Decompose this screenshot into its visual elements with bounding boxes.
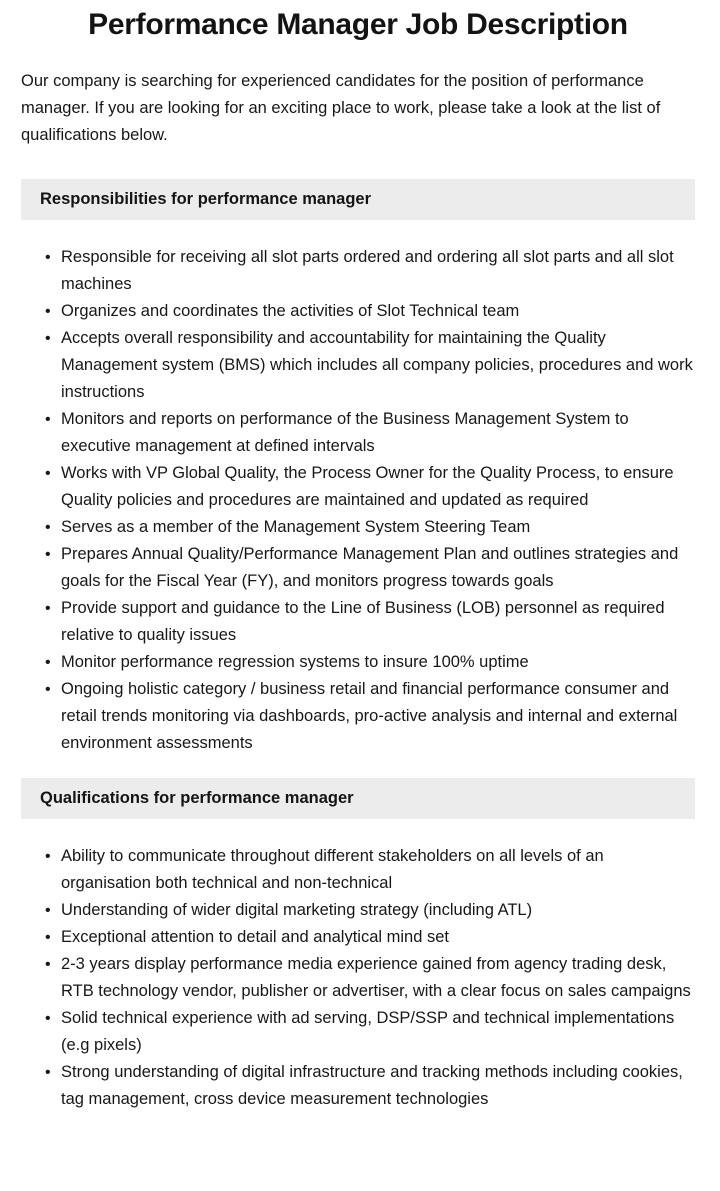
- responsibilities-list: [21, 244, 695, 757]
- section-heading-responsibilities: Responsibilities for performance manager: [21, 179, 695, 220]
- list-item: • Serves as a member of the Management System Steering Team: [61, 514, 695, 541]
- list-item: • Monitor performance regression systems to insure 100% uptime: [61, 649, 695, 676]
- list-item: • Works with VP Global Quality, the Process Owner for the Quality Process, to ensure Quality policies and procedures are maintained and updated as required: [61, 460, 695, 514]
- list-item: • Responsible for receiving all slot parts ordered and ordering all slot parts and all slot machines: [61, 244, 695, 298]
- list-item: • Solid technical experience with ad serving, DSP/SSP and technical implementations (e.g pixels): [61, 1005, 695, 1059]
- page-title: Performance Manager Job Description: [88, 8, 628, 41]
- qualifications-list: [21, 843, 695, 1113]
- list-item: • Prepares Annual Quality/Performance Management Plan and outlines strategies and goals for the Fiscal Year (FY), and monitors progress towards goals: [61, 541, 695, 595]
- list-item: • Understanding of wider digital marketing strategy (including ATL): [61, 897, 695, 924]
- list-item: • Ability to communicate throughout different stakeholders on all levels of an organisation both technical and non-technical: [61, 843, 695, 897]
- intro-paragraph: Our company is searching for experienced candidates for the position of performance manager. If you are looking for an exciting place to work, please take a look at the list of qualifications below.: [21, 72, 661, 144]
- list-item: • Ongoing holistic category / business retail and financial performance consumer and retail trends monitoring via dashboards, pro-active analysis and internal and external environment assessments: [61, 676, 695, 757]
- list-item: • 2-3 years display performance media experience gained from agency trading desk, RTB technology vendor, publisher or advertiser, with a clear focus on sales campaigns: [61, 951, 695, 1005]
- list-item: • Strong understanding of digital infrastructure and tracking methods including cookies, tag management, cross device measurement technologies: [61, 1059, 695, 1113]
- list-item: • Accepts overall responsibility and accountability for maintaining the Quality Management system (BMS) which includes all company policies, procedures and work instructions: [61, 325, 695, 406]
- list-item: • Monitors and reports on performance of the Business Management System to executive management at defined intervals: [61, 406, 695, 460]
- list-item: • Provide support and guidance to the Line of Business (LOB) personnel as required relative to quality issues: [61, 595, 695, 649]
- list-item: • Exceptional attention to detail and analytical mind set: [61, 924, 695, 951]
- list-item: • Organizes and coordinates the activities of Slot Technical team: [61, 298, 695, 325]
- section-heading-qualifications: Qualifications for performance manager: [21, 778, 695, 819]
